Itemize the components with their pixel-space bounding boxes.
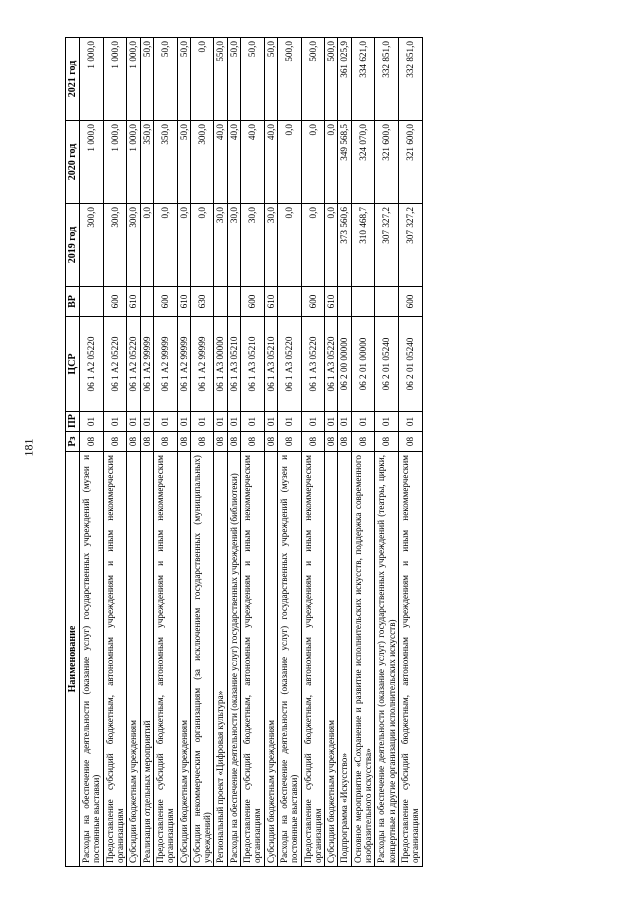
table-row bbox=[177, 38, 190, 867]
cell-2021: 500,0 bbox=[301, 38, 325, 121]
cell-2020: 40,0 bbox=[264, 121, 277, 204]
cell-rz: 08 bbox=[140, 432, 153, 452]
table-row bbox=[338, 38, 351, 867]
table-body bbox=[80, 38, 422, 867]
cell-vr: 600 bbox=[301, 287, 325, 317]
cell-vr bbox=[80, 287, 104, 317]
cell-vr: 600 bbox=[241, 287, 265, 317]
cell-vr bbox=[351, 287, 375, 317]
cell-pr: 01 bbox=[277, 412, 301, 432]
cell-2020: 300,0 bbox=[190, 121, 214, 204]
cell-vr: 630 bbox=[190, 287, 214, 317]
header-2020: 2020 год bbox=[66, 121, 80, 204]
cell-rz: 08 bbox=[103, 432, 127, 452]
cell-vr: 600 bbox=[398, 287, 422, 317]
cell-rz: 08 bbox=[398, 432, 422, 452]
cell-rz: 08 bbox=[241, 432, 265, 452]
cell-2020: 0,0 bbox=[301, 121, 325, 204]
cell-pr: 01 bbox=[80, 412, 104, 432]
cell-2019: 0,0 bbox=[277, 204, 301, 287]
table-row bbox=[325, 38, 338, 867]
table-row bbox=[351, 38, 375, 867]
cell-pr: 01 bbox=[227, 412, 240, 432]
table-row bbox=[80, 38, 104, 867]
cell-pr: 01 bbox=[301, 412, 325, 432]
cell-2019: 30,0 bbox=[264, 204, 277, 287]
header-pr: ПР bbox=[66, 412, 80, 432]
cell-vr: 610 bbox=[127, 287, 140, 317]
cell-2020: 40,0 bbox=[227, 121, 240, 204]
cell-name: Предоставление субсидий бюджетным, автономным учреждениям и иным некоммерческим организациям bbox=[153, 452, 177, 867]
table-row bbox=[301, 38, 325, 867]
cell-vr bbox=[140, 287, 153, 317]
cell-name: Субсидии бюджетным учреждениям bbox=[177, 452, 190, 867]
cell-vr: 600 bbox=[103, 287, 127, 317]
cell-csr: 06 1 А2 05220 bbox=[103, 317, 127, 412]
cell-name: Расходы на обеспечение деятельности (оказание услуг) государственных учреждений (театры, цирки, концертные и другие организации исполнительских искусств) bbox=[375, 452, 399, 867]
cell-csr: 06 1 А3 05210 bbox=[227, 317, 240, 412]
cell-vr: 610 bbox=[325, 287, 338, 317]
cell-pr: 01 bbox=[153, 412, 177, 432]
cell-pr: 01 bbox=[127, 412, 140, 432]
cell-name: Расходы на обеспечение деятельности (оказание услуг) государственных учреждений (музеи и постоянные выставки) bbox=[80, 452, 104, 867]
table-row bbox=[227, 38, 240, 867]
cell-rz: 08 bbox=[227, 432, 240, 452]
cell-2019: 0,0 bbox=[177, 204, 190, 287]
cell-rz: 08 bbox=[325, 432, 338, 452]
cell-2021: 332 851,0 bbox=[375, 38, 399, 121]
cell-pr: 01 bbox=[214, 412, 227, 432]
cell-2019: 0,0 bbox=[325, 204, 338, 287]
cell-2020: 1 000,0 bbox=[127, 121, 140, 204]
table-row bbox=[277, 38, 301, 867]
header-csr: ЦСР bbox=[66, 317, 80, 412]
cell-name: Предоставление субсидий бюджетным, автономным учреждениям и иным некоммерческим организациям bbox=[241, 452, 265, 867]
cell-vr: 610 bbox=[177, 287, 190, 317]
page-number: 181 bbox=[21, 438, 36, 457]
cell-csr: 06 1 А2 99999 bbox=[153, 317, 177, 412]
header-2019: 2019 год bbox=[66, 204, 80, 287]
header-vr: ВР bbox=[66, 287, 80, 317]
cell-pr: 01 bbox=[190, 412, 214, 432]
cell-rz: 08 bbox=[375, 432, 399, 452]
cell-csr: 06 1 А2 05220 bbox=[80, 317, 104, 412]
cell-rz: 08 bbox=[190, 432, 214, 452]
cell-csr: 06 1 А2 05220 bbox=[127, 317, 140, 412]
cell-pr: 01 bbox=[398, 412, 422, 432]
cell-2020: 349 568,5 bbox=[338, 121, 351, 204]
table-row bbox=[398, 38, 422, 867]
header-rz: Рз bbox=[66, 432, 80, 452]
cell-2021: 500,0 bbox=[325, 38, 338, 121]
budget-table bbox=[65, 37, 423, 867]
cell-name: Региональный проект «Цифровая культура» bbox=[214, 452, 227, 867]
cell-name: Субсидии некоммерческим организациям (за исключением государственных (муниципальных) учреждений) bbox=[190, 452, 214, 867]
cell-2021: 500,0 bbox=[277, 38, 301, 121]
cell-rz: 08 bbox=[338, 432, 351, 452]
cell-2020: 1 000,0 bbox=[80, 121, 104, 204]
cell-2021: 50,0 bbox=[241, 38, 265, 121]
cell-vr bbox=[214, 287, 227, 317]
cell-2019: 307 327,2 bbox=[398, 204, 422, 287]
cell-2019: 300,0 bbox=[103, 204, 127, 287]
cell-2020: 1 000,0 bbox=[103, 121, 127, 204]
cell-csr: 06 1 А3 05220 bbox=[325, 317, 338, 412]
cell-2021: 50,0 bbox=[153, 38, 177, 121]
cell-name: Расходы на обеспечение деятельности (оказание услуг) государственных учреждений (музеи и постоянные выставки) bbox=[277, 452, 301, 867]
cell-vr bbox=[277, 287, 301, 317]
cell-name: Основное мероприятие «Сохранение и развитие исполнительских искусств, поддержка современного изобразительного искусства» bbox=[351, 452, 375, 867]
cell-rz: 08 bbox=[301, 432, 325, 452]
cell-2021: 50,0 bbox=[264, 38, 277, 121]
cell-name: Предоставление субсидий бюджетным, автономным учреждениям и иным некоммерческим организациям bbox=[103, 452, 127, 867]
table-header-row bbox=[66, 38, 80, 867]
table-row bbox=[264, 38, 277, 867]
cell-2019: 0,0 bbox=[190, 204, 214, 287]
cell-pr: 01 bbox=[241, 412, 265, 432]
cell-2020: 40,0 bbox=[241, 121, 265, 204]
cell-csr: 06 1 А3 05210 bbox=[241, 317, 265, 412]
cell-2019: 30,0 bbox=[227, 204, 240, 287]
cell-rz: 08 bbox=[127, 432, 140, 452]
cell-name: Предоставление субсидий бюджетным, автономным учреждениям и иным некоммерческим организациям bbox=[398, 452, 422, 867]
cell-name: Расходы на обеспечение деятельности (оказание услуг) государственных учреждений (библиотеки) bbox=[227, 452, 240, 867]
cell-2021: 50,0 bbox=[177, 38, 190, 121]
cell-2021: 550,0 bbox=[214, 38, 227, 121]
cell-2020: 50,0 bbox=[177, 121, 190, 204]
cell-name: Субсидии бюджетным учреждениям bbox=[264, 452, 277, 867]
cell-name: Реализация отдельных мероприятий bbox=[140, 452, 153, 867]
cell-2021: 332 851,0 bbox=[398, 38, 422, 121]
cell-2021: 361 025,9 bbox=[338, 38, 351, 121]
cell-2021: 0,0 bbox=[190, 38, 214, 121]
table-row bbox=[103, 38, 127, 867]
cell-csr: 06 1 А2 99999 bbox=[177, 317, 190, 412]
cell-csr: 06 1 А3 00000 bbox=[214, 317, 227, 412]
table-row bbox=[214, 38, 227, 867]
cell-2019: 0,0 bbox=[153, 204, 177, 287]
cell-pr: 01 bbox=[264, 412, 277, 432]
cell-vr: 600 bbox=[153, 287, 177, 317]
cell-pr: 01 bbox=[140, 412, 153, 432]
cell-2020: 40,0 bbox=[214, 121, 227, 204]
cell-2019: 30,0 bbox=[241, 204, 265, 287]
cell-rz: 08 bbox=[277, 432, 301, 452]
cell-csr: 06 2 01 05240 bbox=[375, 317, 399, 412]
cell-pr: 01 bbox=[103, 412, 127, 432]
cell-2021: 50,0 bbox=[140, 38, 153, 121]
cell-2019: 0,0 bbox=[301, 204, 325, 287]
table-row bbox=[190, 38, 214, 867]
cell-rz: 08 bbox=[264, 432, 277, 452]
cell-2019: 373 560,6 bbox=[338, 204, 351, 287]
cell-csr: 06 1 А2 99999 bbox=[140, 317, 153, 412]
cell-csr: 06 1 А3 05220 bbox=[301, 317, 325, 412]
header-2021: 2021 год bbox=[66, 38, 80, 121]
cell-csr: 06 2 00 00000 bbox=[338, 317, 351, 412]
cell-2021: 1 000,0 bbox=[103, 38, 127, 121]
cell-csr: 06 1 А3 05220 bbox=[277, 317, 301, 412]
cell-pr: 01 bbox=[177, 412, 190, 432]
cell-2019: 300,0 bbox=[127, 204, 140, 287]
cell-csr: 06 1 А3 05210 bbox=[264, 317, 277, 412]
cell-pr: 01 bbox=[375, 412, 399, 432]
cell-vr bbox=[227, 287, 240, 317]
cell-2020: 350,0 bbox=[140, 121, 153, 204]
cell-pr: 01 bbox=[325, 412, 338, 432]
cell-rz: 08 bbox=[153, 432, 177, 452]
cell-pr: 01 bbox=[338, 412, 351, 432]
cell-rz: 08 bbox=[214, 432, 227, 452]
cell-name: Субсидии бюджетным учреждениям bbox=[325, 452, 338, 867]
rotated-page-content bbox=[65, 37, 585, 867]
cell-name: Подпрограмма «Искусство» bbox=[338, 452, 351, 867]
cell-csr: 06 1 А2 99999 bbox=[190, 317, 214, 412]
cell-vr: 610 bbox=[264, 287, 277, 317]
cell-2021: 1 000,0 bbox=[127, 38, 140, 121]
cell-2020: 0,0 bbox=[325, 121, 338, 204]
header-name: Наименование bbox=[66, 452, 80, 867]
table-row bbox=[153, 38, 177, 867]
table-row bbox=[127, 38, 140, 867]
cell-2019: 307 327,2 bbox=[375, 204, 399, 287]
cell-2021: 334 621,0 bbox=[351, 38, 375, 121]
table-row bbox=[375, 38, 399, 867]
cell-name: Предоставление субсидий бюджетным, автономным учреждениям и иным некоммерческим организациям bbox=[301, 452, 325, 867]
cell-2020: 350,0 bbox=[153, 121, 177, 204]
cell-2021: 1 000,0 bbox=[80, 38, 104, 121]
cell-2019: 0,0 bbox=[140, 204, 153, 287]
cell-name: Субсидии бюджетным учреждениям bbox=[127, 452, 140, 867]
cell-2020: 321 600,0 bbox=[375, 121, 399, 204]
cell-rz: 08 bbox=[80, 432, 104, 452]
cell-2020: 0,0 bbox=[277, 121, 301, 204]
cell-vr bbox=[338, 287, 351, 317]
cell-2020: 324 070,0 bbox=[351, 121, 375, 204]
cell-2019: 30,0 bbox=[214, 204, 227, 287]
cell-csr: 06 2 01 05240 bbox=[398, 317, 422, 412]
cell-vr bbox=[375, 287, 399, 317]
cell-csr: 06 2 01 00000 bbox=[351, 317, 375, 412]
cell-rz: 08 bbox=[351, 432, 375, 452]
table-row bbox=[140, 38, 153, 867]
cell-2021: 50,0 bbox=[227, 38, 240, 121]
cell-pr: 01 bbox=[351, 412, 375, 432]
table-row bbox=[241, 38, 265, 867]
cell-2019: 310 468,7 bbox=[351, 204, 375, 287]
cell-2019: 300,0 bbox=[80, 204, 104, 287]
cell-rz: 08 bbox=[177, 432, 190, 452]
cell-2020: 321 600,0 bbox=[398, 121, 422, 204]
